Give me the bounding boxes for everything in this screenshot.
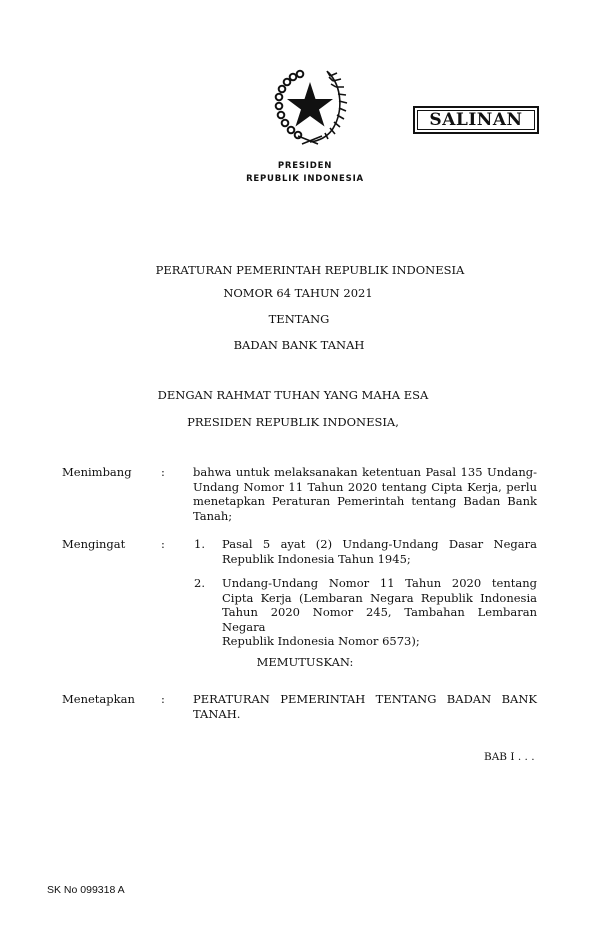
mengingat-colon: : bbox=[161, 537, 165, 551]
menimbang-text bbox=[193, 465, 537, 523]
regulation-number: NOMOR 64 TAHUN 2021 bbox=[223, 286, 373, 300]
mengingat-label: Mengingat bbox=[62, 537, 126, 551]
mengingat-line: Republik Indonesia Nomor 6573); bbox=[222, 634, 420, 648]
mengingat-line: Republik Indonesia Tahun 1945; bbox=[222, 551, 411, 566]
mengingat-item-1 bbox=[222, 537, 537, 566]
mengingat-item-2 bbox=[222, 576, 537, 649]
menimbang-line: Tanah; bbox=[193, 508, 233, 523]
president-line: PRESIDEN REPUBLIK INDONESIA, bbox=[187, 415, 399, 429]
menetapkan-text bbox=[193, 692, 537, 721]
mengingat-line: Tahun 2020 Nomor 245, Tambahan Lembaran Negara bbox=[222, 605, 537, 634]
menimbang-colon: : bbox=[161, 465, 165, 479]
memutuskan-heading: MEMUTUSKAN: bbox=[256, 655, 354, 669]
regulation-subject: BADAN BANK TANAH bbox=[233, 338, 365, 352]
menetapkan-line: PERATURAN PEMERINTAH TENTANG BADAN BANK bbox=[193, 692, 537, 706]
garuda-star-emblem-icon bbox=[270, 68, 350, 146]
office-title-line2: REPUBLIK INDONESIA bbox=[246, 174, 364, 184]
mengingat-line: Undang-Undang Nomor 11 Tahun 2020 tentang bbox=[222, 576, 537, 590]
menimbang-label: Menimbang bbox=[62, 465, 132, 479]
menetapkan-colon: : bbox=[161, 692, 165, 706]
office-title-line1: PRESIDEN bbox=[277, 161, 333, 171]
regulation-title: PERATURAN PEMERINTAH REPUBLIK INDONESIA bbox=[155, 263, 465, 277]
mengingat-item-number: 2. bbox=[194, 576, 205, 590]
regulation-about: TENTANG bbox=[268, 312, 330, 326]
menetapkan-line: TANAH. bbox=[193, 706, 241, 721]
menimbang-line: menetapkan Peraturan Pemerintah tentang Badan Bank bbox=[193, 494, 537, 508]
mengingat-line: Cipta Kerja (Lembaran Negara Republik Indonesia bbox=[222, 590, 537, 605]
menimbang-line: bahwa untuk melaksanakan ketentuan Pasal 135 Undang- bbox=[193, 465, 537, 479]
mengingat-item-number: 1. bbox=[194, 537, 205, 551]
menetapkan-label: Menetapkan bbox=[62, 692, 135, 706]
footer-serial-code: SK No 099318 A bbox=[47, 884, 125, 896]
invocation-line: DENGAN RAHMAT TUHAN YANG MAHA ESA bbox=[157, 388, 429, 402]
salinan-stamp: SALINAN bbox=[413, 106, 539, 134]
menimbang-line: Undang Nomor 11 Tahun 2020 tentang Cipta Kerja, perlu bbox=[193, 479, 537, 494]
next-page-marker: BAB I . . . bbox=[484, 751, 535, 763]
mengingat-line: Pasal 5 ayat (2) Undang-Undang Dasar Negara bbox=[222, 537, 537, 551]
